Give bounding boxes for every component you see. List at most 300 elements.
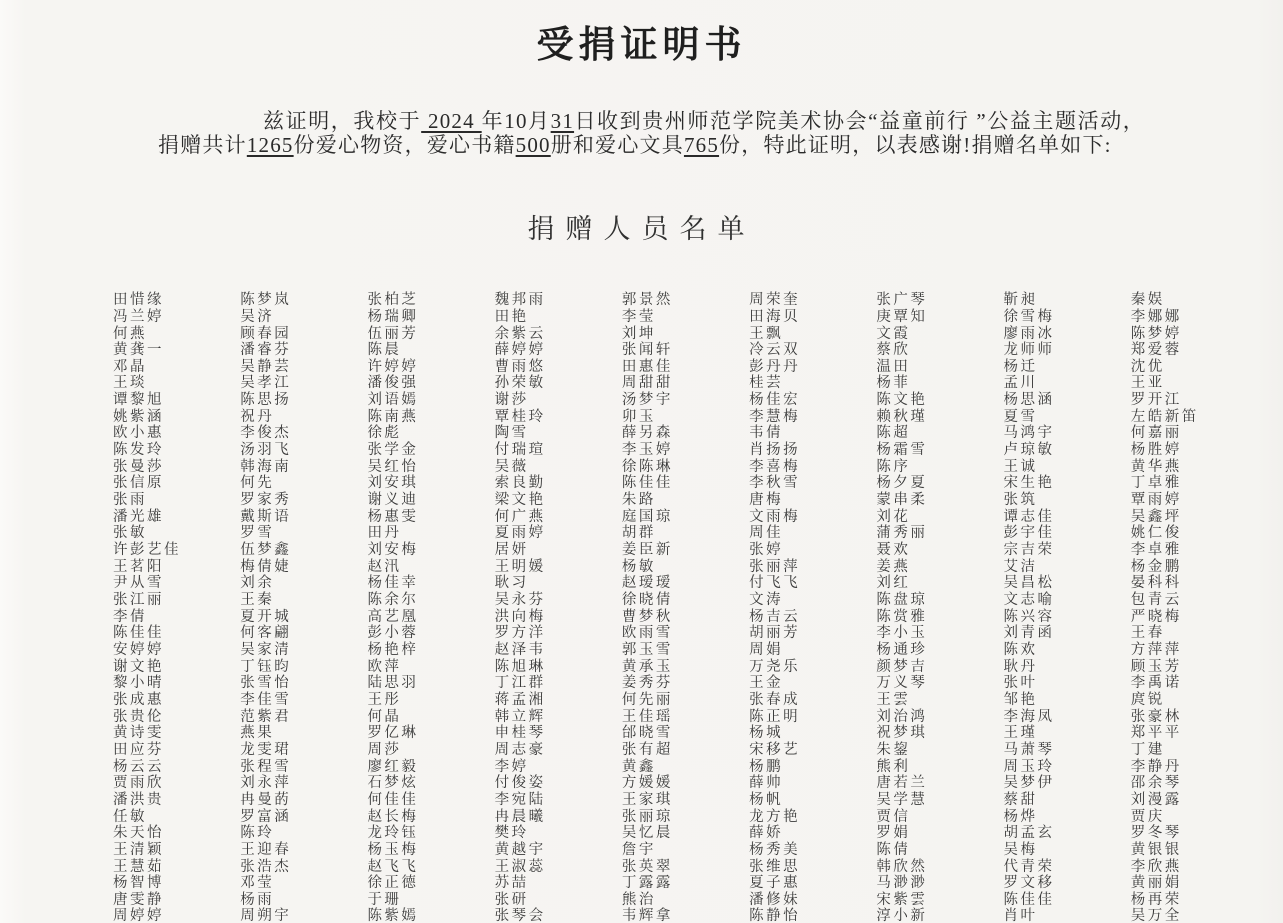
- donor-name: 杨惠雯: [367, 508, 419, 525]
- donor-name: 赖秋瑾: [876, 408, 928, 425]
- donor-name: 吴家清: [240, 641, 292, 658]
- donor-name: 沈优: [1130, 358, 1165, 375]
- donor-name: 李婷: [494, 758, 529, 775]
- donor-name: 戴斯语: [240, 508, 292, 525]
- donor-name: 谢文艳: [113, 658, 164, 675]
- donor-name: 申桂琴: [494, 725, 546, 742]
- donor-name: 陈欢: [1003, 641, 1038, 658]
- donor-name: 龙方艳: [749, 808, 801, 825]
- donor-name: 王亚: [1130, 375, 1165, 392]
- donor-name: 樊玲: [494, 825, 529, 842]
- donor-name: 李俊杰: [240, 425, 292, 442]
- donor-name: 方萍萍: [1130, 641, 1182, 658]
- donor-name: 索良勤: [494, 475, 546, 492]
- donor-name: 廖雨冰: [1003, 325, 1055, 342]
- donor-name: 杨秀美: [749, 841, 801, 858]
- donor-name: 周玉玲: [1003, 758, 1055, 775]
- donor-name: 肖叶: [1003, 908, 1038, 923]
- donor-name: 张程雪: [240, 758, 292, 775]
- donor-name: 丁露露: [621, 875, 673, 892]
- donor-name: 王金: [749, 675, 784, 692]
- donor-name: 文雨梅: [749, 508, 801, 525]
- donor-name: 文涛: [749, 592, 784, 608]
- donor-name: 苏喆: [494, 875, 529, 892]
- donor-name: 熊利: [876, 758, 911, 775]
- donor-name: 潘修妹: [749, 891, 801, 908]
- donor-name: 何嘉丽: [1130, 425, 1182, 442]
- donor-name: 陈梦婷: [1130, 325, 1182, 342]
- donor-name: 彭丹丹: [749, 358, 801, 375]
- donor-name: 王清颖: [113, 841, 164, 858]
- donor-name: 方媛媛: [621, 775, 673, 792]
- donor-name: 詹宇: [621, 841, 656, 858]
- donor-name: 周志豪: [494, 741, 546, 758]
- donor-name: 徐彪: [367, 425, 402, 442]
- donor-name: 杨夕夏: [876, 475, 928, 492]
- donor-name: 严晓梅: [1130, 608, 1182, 625]
- donor-name: 王家琪: [621, 791, 673, 808]
- donor-name: 蒲秀丽: [876, 525, 928, 542]
- donor-name: 付飞飞: [749, 575, 801, 592]
- donor-name: 蔡欣: [876, 342, 911, 359]
- donor-name: 黄银银: [1130, 841, 1182, 858]
- statement-segment: 1265: [246, 132, 294, 157]
- donor-name: 何客翩: [240, 625, 292, 642]
- donor-name: 田丹: [367, 525, 402, 542]
- donor-name: 孟川: [1003, 375, 1038, 392]
- donor-name: 伍梦鑫: [240, 542, 292, 559]
- donor-name: 万尧乐: [749, 658, 801, 675]
- donor-name: 龙师师: [1003, 342, 1055, 359]
- donor-name: 李欣燕: [1130, 858, 1182, 875]
- donor-name: 韩海南: [240, 458, 292, 475]
- donor-name: 颜梦吉: [876, 658, 928, 675]
- donor-name: 马萧琴: [1003, 741, 1055, 758]
- donor-name: 杨吉云: [749, 608, 801, 625]
- donor-name: 王彤: [367, 691, 402, 708]
- donor-name: 赵汛: [367, 558, 402, 575]
- donor-name: 许婷婷: [367, 358, 419, 375]
- donor-name: 胡丽芳: [749, 625, 801, 642]
- donor-name: 覃雨婷: [1130, 492, 1182, 509]
- donor-name: 李禹诺: [1130, 675, 1182, 692]
- donor-name: 杨艳梓: [367, 641, 419, 658]
- donor-name: 罗家秀: [240, 492, 292, 509]
- donor-name: 石梦炫: [367, 775, 419, 792]
- donor-name: 余紫云: [494, 325, 546, 342]
- donor-name: 卢琼敏: [1003, 442, 1055, 459]
- donor-name: 张学金: [367, 442, 419, 459]
- donor-name: 包青云: [1130, 592, 1182, 608]
- donor-name: 黄承玉: [621, 658, 673, 675]
- donor-name: 陈超: [876, 425, 911, 442]
- donor-name: 贾庆: [1130, 808, 1165, 825]
- donor-name: 何广燕: [494, 508, 546, 525]
- donor-name: 张琴会: [494, 908, 546, 923]
- donor-name: 王诚: [1003, 458, 1038, 475]
- donor-name: 邹艳: [1003, 691, 1038, 708]
- donor-name: 韩欣然: [876, 858, 928, 875]
- donor-name: 靳昶: [1003, 292, 1038, 309]
- donor-name: 夏雪: [1003, 408, 1038, 425]
- donor-name: 姚仁俊: [1130, 525, 1182, 542]
- donor-name: 邰晓雪: [621, 725, 673, 742]
- donor-name: 张闻轩: [621, 342, 673, 359]
- donor-name: 居妍: [494, 542, 529, 559]
- donor-name: 张成惠: [113, 691, 164, 708]
- certificate-statement: [158, 110, 1145, 157]
- donor-name: 冉晨曦: [494, 808, 546, 825]
- donor-name: 陈紫嫣: [367, 908, 419, 923]
- statement-segment: 份爱心物资，爱心书籍: [293, 132, 516, 157]
- donor-name: 李佳雪: [240, 691, 292, 708]
- donor-name: 韦辉拿: [621, 908, 673, 923]
- donor-name: 朱路: [621, 492, 656, 509]
- donor-name: 罗冬琴: [1130, 825, 1182, 842]
- donor-name: 贾雨欣: [113, 775, 164, 792]
- donor-name: 何先丽: [621, 691, 673, 708]
- donor-name: 罗亿琳: [367, 725, 419, 742]
- donor-name: 宋移艺: [749, 741, 801, 758]
- donor-name: 黄鑫: [621, 758, 656, 775]
- donor-name: 郭玉雪: [621, 641, 673, 658]
- donor-name: 张有超: [621, 741, 673, 758]
- donor-name: 李慧梅: [749, 408, 801, 425]
- donor-name: 何晶: [367, 708, 402, 725]
- donor-name: 杨迁: [1003, 358, 1038, 375]
- donor-name: 张春成: [749, 691, 801, 708]
- donor-name: 顾春园: [240, 325, 292, 342]
- donor-name: 张广琴: [876, 292, 928, 309]
- donor-name: 陈盘琼: [876, 592, 928, 608]
- donor-name: 张曼莎: [113, 458, 164, 475]
- donor-name: 姚紫涵: [113, 408, 164, 425]
- donor-name: 庹锐: [1130, 691, 1165, 708]
- donor-name: 安婷婷: [113, 641, 164, 658]
- donor-name: 杨城: [749, 725, 784, 742]
- donor-name: 杨敏: [621, 558, 656, 575]
- donor-name: 贾信: [876, 808, 911, 825]
- donor-name: 郑平平: [1130, 725, 1182, 742]
- donor-name: 陈南燕: [367, 408, 419, 425]
- donor-name: 郑爱蓉: [1130, 342, 1182, 359]
- donor-name: 夏子惠: [749, 875, 801, 892]
- donor-name: 任敏: [113, 808, 147, 825]
- donor-name: 代青荣: [1003, 858, 1055, 875]
- donor-name: 田惠佳: [621, 358, 673, 375]
- donor-name: 肖扬扬: [749, 442, 801, 459]
- donor-name: 谭志佳: [1003, 508, 1055, 525]
- donor-name: 冉曼菂: [240, 791, 292, 808]
- donor-name: 夏开城: [240, 608, 292, 625]
- donor-name: 杨玉梅: [367, 841, 419, 858]
- donor-name: 许彭艺佳: [113, 542, 181, 559]
- donor-name: 李秋雪: [749, 475, 801, 492]
- donor-name: 丁钰昀: [240, 658, 292, 675]
- donor-name: 邵余琴: [1130, 775, 1182, 792]
- donor-name: 李小玉: [876, 625, 928, 642]
- donor-name: 刘永萍: [240, 775, 292, 792]
- donor-name: 欧小惠: [113, 425, 164, 442]
- donor-name: 洪向梅: [494, 608, 546, 625]
- donor-name: 唐雯静: [113, 891, 164, 908]
- donor-name: 陈梦岚: [240, 292, 292, 309]
- donor-name: 秦娱: [1130, 292, 1165, 309]
- donor-name: 吴鑫坪: [1130, 508, 1182, 525]
- donor-name: 张贵伦: [113, 708, 164, 725]
- donor-name: 薛婷婷: [494, 342, 546, 359]
- donor-name: 张丽琼: [621, 808, 673, 825]
- donor-name: 黄越宇: [494, 841, 546, 858]
- donor-name: 何佳佳: [367, 791, 419, 808]
- donor-name: 蒙串柔: [876, 492, 928, 509]
- donor-name: 陈玲: [240, 825, 275, 842]
- donor-name: 文霞: [876, 325, 911, 342]
- donor-name: 赵泽韦: [494, 641, 546, 658]
- donor-name: 杨云云: [113, 758, 164, 775]
- donor-name: 付俊姿: [494, 775, 546, 792]
- donor-name: 王茗阳: [113, 558, 164, 575]
- donor-name: 伍丽芳: [367, 325, 419, 342]
- donor-name: 李静丹: [1130, 758, 1182, 775]
- donor-name: 吴忆晨: [621, 825, 673, 842]
- donor-name: 邓莹: [240, 875, 275, 892]
- statement-segment: 500: [515, 132, 551, 157]
- donor-name: 夏雨婷: [494, 525, 546, 542]
- donor-name: 魏邦雨: [494, 292, 546, 309]
- donor-name: 庭国琼: [621, 508, 673, 525]
- donor-name: 冷云双: [749, 342, 801, 359]
- donor-name: 杨烨: [1003, 808, 1038, 825]
- donor-name: 陈静怡: [749, 908, 801, 923]
- donor-name: 王琰: [113, 375, 147, 392]
- donor-name: 吴静芸: [240, 358, 292, 375]
- donor-name: 吴孝江: [240, 375, 292, 392]
- donor-name: 曹梦秋: [621, 608, 673, 625]
- donor-name: 陆思羽: [367, 675, 419, 692]
- statement-segment: 2024: [421, 109, 482, 133]
- donor-name: 潘光雄: [113, 508, 164, 525]
- donor-name: 祝梦琪: [876, 725, 928, 742]
- donor-name: 杨菲: [876, 375, 911, 392]
- donor-name: 丁建: [1130, 741, 1165, 758]
- donor-name: 张叶: [1003, 675, 1038, 692]
- donor-name: 杨思涵: [1003, 392, 1055, 409]
- page-title: 受捐证明书: [536, 25, 747, 66]
- donor-name: 龙玲钰: [367, 825, 419, 842]
- donor-name: 杨再荣: [1130, 891, 1182, 908]
- donor-name: 姜臣新: [621, 542, 673, 559]
- donor-name: 顾玉芳: [1130, 658, 1182, 675]
- donor-name: 谢义迪: [367, 492, 419, 509]
- donor-name: 张研: [494, 891, 529, 908]
- donor-name: 杨佳幸: [367, 575, 419, 592]
- donor-name: 陈晨: [367, 342, 402, 359]
- donor-name: 张江丽: [113, 592, 164, 608]
- donor-name: 陈文艳: [876, 392, 928, 409]
- donor-name: 陈旭琳: [494, 658, 546, 675]
- donor-name: 冯兰婷: [113, 308, 164, 325]
- donor-name: 陈发玲: [113, 442, 164, 459]
- donor-name: 唐若兰: [876, 775, 928, 792]
- donor-name: 田艳: [494, 308, 529, 325]
- donor-name: 王春: [1130, 625, 1165, 642]
- donor-name: 宗吉荣: [1003, 542, 1055, 559]
- donor-name: 唐梅: [749, 492, 784, 509]
- donor-name: 覃桂玲: [494, 408, 546, 425]
- donor-name: 李娜娜: [1130, 308, 1182, 325]
- donor-names-grid: [0, 292, 1283, 923]
- donor-name: 王飘: [749, 325, 784, 342]
- donor-name: 黄龚一: [113, 342, 164, 359]
- donor-name: 胡孟玄: [1003, 825, 1055, 842]
- donor-name: 潘洪贵: [113, 791, 164, 808]
- donor-name: 艾洁: [1003, 558, 1038, 575]
- donor-name: 文志喻: [1003, 592, 1055, 608]
- donor-name: 薛帅: [749, 775, 784, 792]
- donor-name: 尹从雪: [113, 575, 164, 592]
- donor-name: 李玉婷: [621, 442, 673, 459]
- donor-name: 梁文艳: [494, 492, 546, 509]
- donor-name: 张英翠: [621, 858, 673, 875]
- donor-name: 张雨: [113, 492, 147, 509]
- donor-name: 周朔宇: [240, 908, 292, 923]
- donor-name: 蒋孟湘: [494, 691, 546, 708]
- donor-name: 杨智博: [113, 875, 164, 892]
- statement-segment: 765: [683, 132, 720, 157]
- donor-name: 高艺凰: [367, 608, 419, 625]
- donor-name: 刘余: [240, 575, 275, 592]
- donor-name: 马鸿宇: [1003, 425, 1055, 442]
- donor-name: 刘坤: [621, 325, 656, 342]
- donor-name: 黄华燕: [1130, 458, 1182, 475]
- donor-name: 张维思: [749, 858, 801, 875]
- donor-name: 陈兴容: [1003, 608, 1055, 625]
- donor-name: 王佳瑶: [621, 708, 673, 725]
- donor-name: 彭小蓉: [367, 625, 419, 642]
- donor-name: 潘睿芬: [240, 342, 292, 359]
- donor-name: 杨帆: [749, 791, 784, 808]
- donor-name: 徐正德: [367, 875, 419, 892]
- donor-name: 淳小新: [876, 908, 928, 923]
- donor-name: 温田: [876, 358, 911, 375]
- donor-name: 周莎: [367, 741, 402, 758]
- donor-name: 黎小晴: [113, 675, 164, 692]
- donor-name: 张信原: [113, 475, 164, 492]
- donor-name: 何燕: [113, 325, 147, 342]
- donor-name: 杨瑞卿: [367, 308, 419, 325]
- donor-name: 王迎春: [240, 841, 292, 858]
- donor-name: 桂芸: [749, 375, 784, 392]
- donor-name: 祝丹: [240, 408, 275, 425]
- donor-name: 卯玉: [621, 408, 656, 425]
- donor-name: 罗娟: [876, 825, 911, 842]
- donor-name: 周婷婷: [113, 908, 164, 923]
- statement-segment: 册和爱心文具: [550, 132, 684, 157]
- statement-segment: 日收到贵州师范学院美术协会“益童前行 ”公益主题活动，捐赠共计: [158, 109, 1145, 157]
- donor-name: 黄诗雯: [113, 725, 164, 742]
- donor-name: 王瑾: [1003, 725, 1038, 742]
- donor-name: 陶雪: [494, 425, 529, 442]
- donor-name: 陈佳佳: [621, 475, 673, 492]
- donor-name: 吴薇: [494, 458, 529, 475]
- donor-name: 杨通珍: [876, 641, 928, 658]
- statement-segment: 兹证明，我校于: [263, 109, 422, 133]
- donor-name: 陈余尔: [367, 592, 419, 608]
- donor-name: 罗开江: [1130, 392, 1182, 409]
- donor-name: 廖红毅: [367, 758, 419, 775]
- donor-name: 龙雯珺: [240, 741, 292, 758]
- donor-name: 李莹: [621, 308, 656, 325]
- donor-name: 徐晓倩: [621, 592, 673, 608]
- donor-name: 张丽萍: [749, 558, 801, 575]
- donor-name: 赵飞飞: [367, 858, 419, 875]
- donor-name: 邓晶: [113, 358, 147, 375]
- donor-name: 张筑: [1003, 492, 1038, 509]
- donor-name: 张柏芝: [367, 292, 419, 309]
- donor-name: 李宛陆: [494, 791, 546, 808]
- donor-name: 晏科科: [1130, 575, 1182, 592]
- donor-name: 汤羽飞: [240, 442, 292, 459]
- donor-name: 陈佳佳: [113, 625, 164, 642]
- donor-list-title: 捐赠人员名单: [527, 214, 756, 245]
- donor-name: 郭景然: [621, 292, 673, 309]
- donor-name: 周荣奎: [749, 292, 801, 309]
- donor-name: 彭宇佳: [1003, 525, 1055, 542]
- donor-name: 张婷: [749, 542, 784, 559]
- donor-name: 罗富涵: [240, 808, 292, 825]
- donor-name: 杨佳宏: [749, 392, 801, 409]
- donor-name: 刘语嫣: [367, 392, 419, 409]
- donor-name: 耿习: [494, 575, 529, 592]
- donor-name: 何先: [240, 475, 275, 492]
- donor-name: 吴梅: [1003, 841, 1038, 858]
- donor-name: 张豪林: [1130, 708, 1182, 725]
- donor-name: 周佳: [749, 525, 784, 542]
- donor-name: 刘红: [876, 575, 911, 592]
- statement-segment: 份，特此证明，以表感谢!捐赠名单如下:: [719, 132, 1112, 157]
- donor-name: 谭黎旭: [113, 392, 164, 409]
- donor-name: 赵长梅: [367, 808, 419, 825]
- donor-name: 周甜甜: [621, 375, 673, 392]
- statement-segment: 年10月: [481, 109, 551, 133]
- donor-name: 吴济: [240, 308, 275, 325]
- donor-name: 宋紫雲: [876, 891, 928, 908]
- donor-name: 赵瑷瑷: [621, 575, 673, 592]
- donor-name: 李海凤: [1003, 708, 1055, 725]
- donor-name: 李喜梅: [749, 458, 801, 475]
- donor-name: 吴学慧: [876, 791, 928, 808]
- donor-name: 李倩: [113, 608, 147, 625]
- donor-name: 田惜缘: [113, 292, 164, 309]
- donor-name: 朱鋆: [876, 741, 911, 758]
- donor-name: 陈正明: [749, 708, 801, 725]
- donor-name: 张敏: [113, 525, 147, 542]
- donor-name: 万义琴: [876, 675, 928, 692]
- donor-name: 韩立辉: [494, 708, 546, 725]
- donor-name: 朱天怡: [113, 825, 164, 842]
- donor-name: 陈佳佳: [1003, 891, 1055, 908]
- donor-name: 田海贝: [749, 308, 801, 325]
- donor-name: 聂欢: [876, 542, 911, 559]
- donor-name: 王明媛: [494, 558, 546, 575]
- donor-name: 王慧茹: [113, 858, 164, 875]
- donor-name: 罗文移: [1003, 875, 1055, 892]
- donor-name: 王淑蕊: [494, 858, 546, 875]
- donor-name: 于珊: [367, 891, 402, 908]
- donor-name: 杨雨: [240, 891, 275, 908]
- statement-segment: 31: [550, 109, 575, 133]
